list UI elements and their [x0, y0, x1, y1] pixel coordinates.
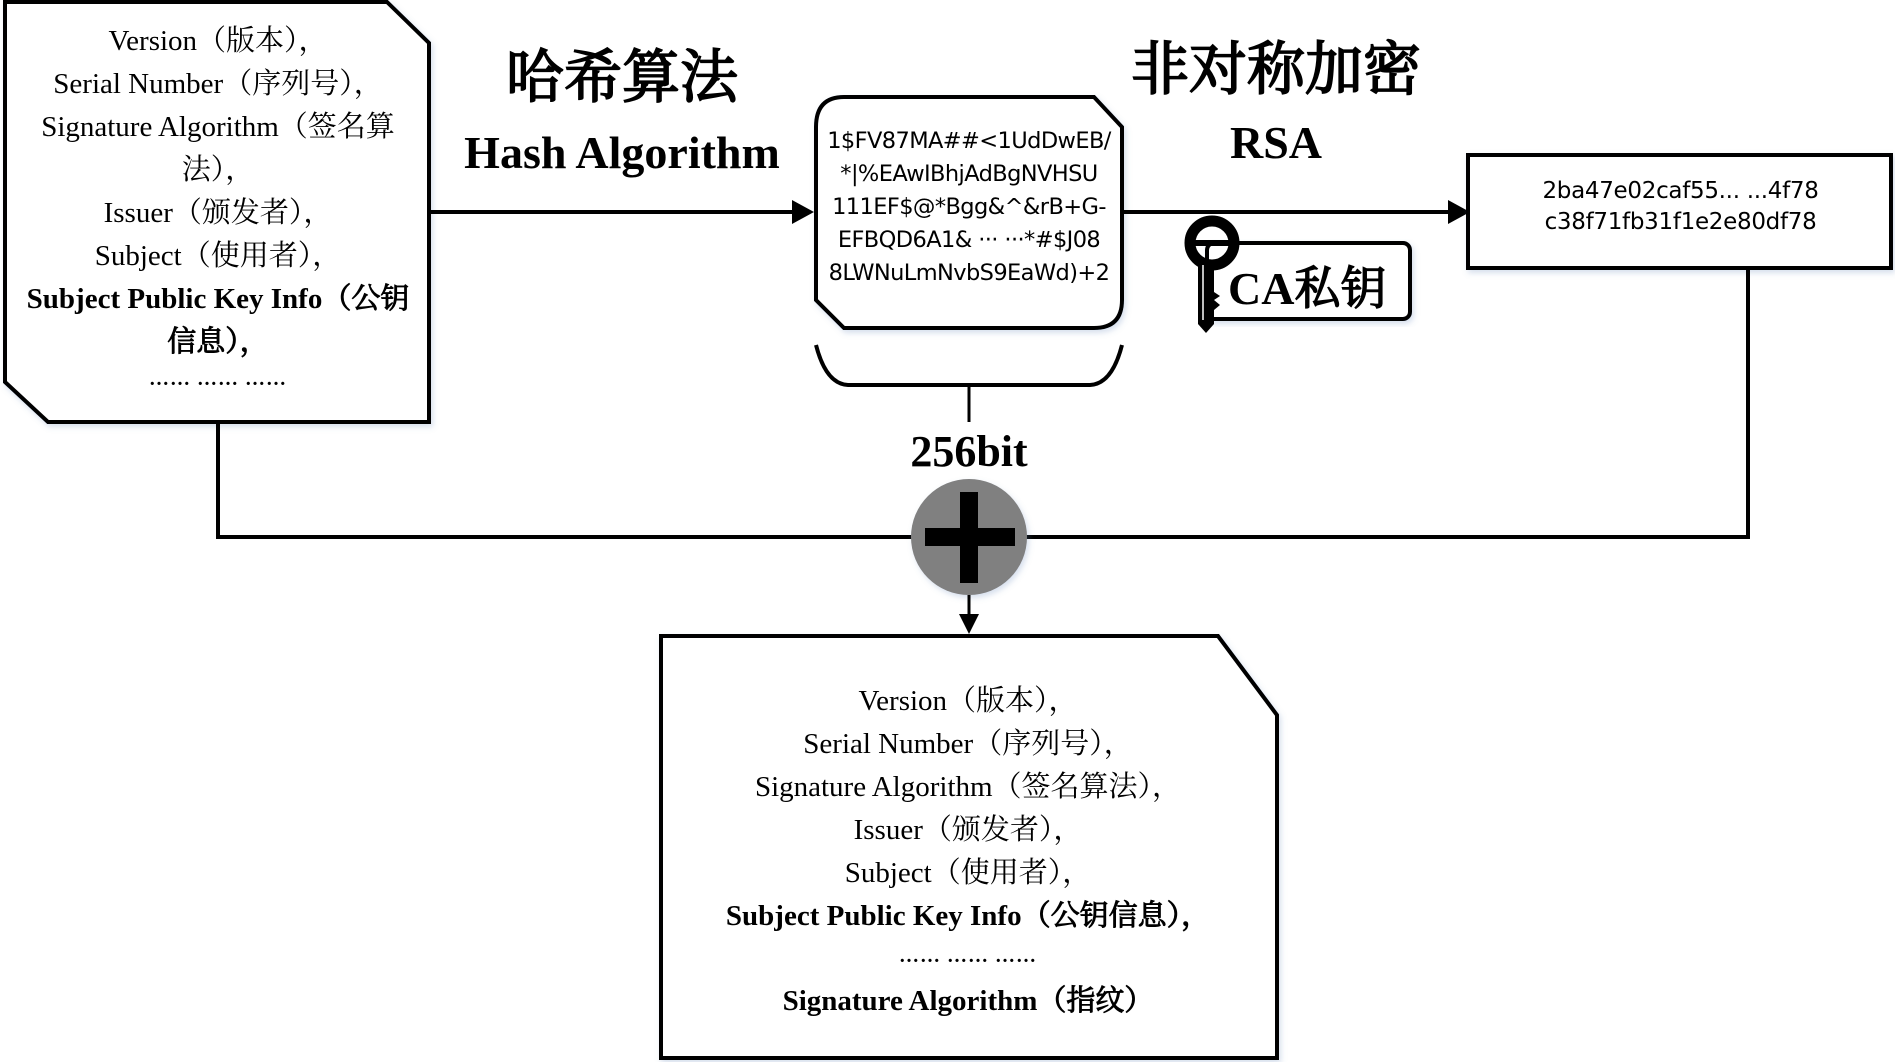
hash-line: 1$FV87MA##<1UdDwEB/: [827, 128, 1111, 154]
hash-size-label: 256bit: [910, 427, 1028, 476]
field-subject-public-key-info: Subject Public Key Info（公钥信息），: [26, 283, 410, 358]
source-certificate-fields: [8, 20, 428, 394]
hash-line: 8LWNuLmNvbS9EaWd)+2: [828, 260, 1110, 286]
field-signature-algorithm: Signature Algorithm（签名算法），: [754, 771, 1182, 803]
arrowhead-to-hash: [792, 200, 814, 224]
hash-digest-text: [818, 125, 1120, 290]
ca-private-key-label: CA私钥: [1228, 263, 1387, 314]
field-version: Version（版本），: [858, 685, 1078, 717]
field-subject: Subject（使用者），: [844, 857, 1092, 889]
field-version: Version（版本），: [108, 25, 328, 57]
plus-icon: [911, 479, 1027, 595]
field-subject: Subject（使用者），: [94, 240, 342, 272]
field-ellipsis: …… …… ……: [899, 945, 1037, 967]
field-issuer: Issuer（颁发者），: [103, 197, 333, 229]
hash-step-title-cn: 哈希算法: [505, 43, 738, 111]
hash-line: EFBQD6A1& ··· ···*#$J08: [837, 227, 1101, 253]
arrowhead-to-signed-certificate: [959, 614, 979, 634]
encryption-step-title-cn: 非对称加密: [1130, 35, 1421, 103]
field-signature-fingerprint: Signature Algorithm（指纹）: [782, 985, 1154, 1017]
field-issuer: Issuer（颁发者），: [853, 814, 1083, 846]
encryption-algorithm: RSA: [1229, 117, 1323, 168]
hash-line: 111EF$@*Bgg&^&rB+G-: [832, 194, 1106, 220]
connector-certificate-to-plus: [218, 422, 912, 537]
signed-certificate-fields: [662, 680, 1274, 1023]
signature-value: [1470, 176, 1891, 238]
hash-size-brace: [816, 345, 1122, 385]
field-serial-number: Serial Number（序列号），: [53, 68, 383, 100]
signature-line: 2ba47e02caf55... ...4f78: [1542, 178, 1819, 204]
signature-line: c38f71fb31f1e2e80df78: [1544, 209, 1817, 235]
hash-line: *|%EAwIBhjAdBgNVHSU: [840, 161, 1098, 187]
field-subject-public-key-info: Subject Public Key Info（公钥信息），: [725, 900, 1211, 932]
hash-step-title-en: Hash Algorithm: [464, 127, 780, 178]
field-ellipsis: …… …… ……: [149, 368, 287, 390]
field-serial-number: Serial Number（序列号），: [803, 728, 1133, 760]
field-signature-algorithm: Signature Algorithm（签名算法），: [41, 111, 395, 186]
